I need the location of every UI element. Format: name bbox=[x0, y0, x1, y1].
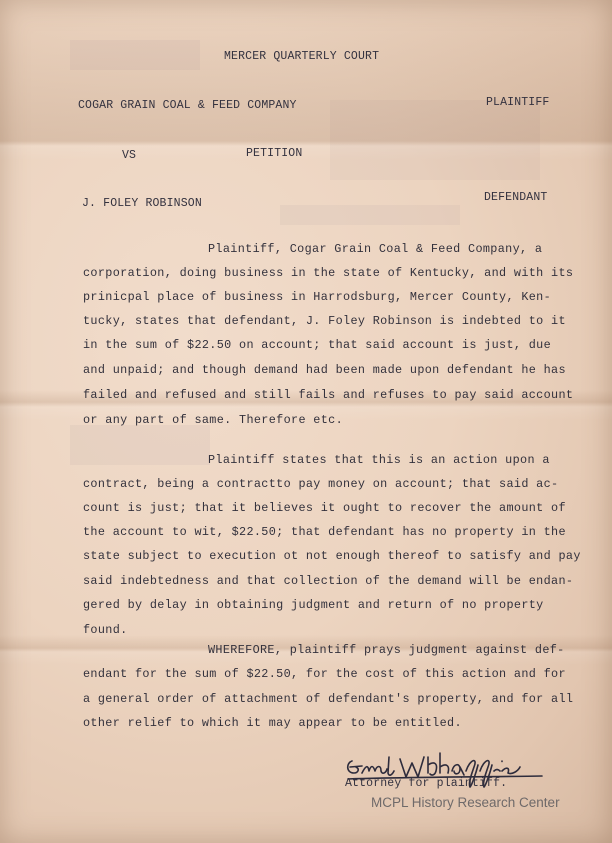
paragraph-2-line: state subject to execution ot not enough thereof to satisfy and pay bbox=[83, 549, 581, 563]
paragraph-1-line: Plaintiff, Cogar Grain Coal & Feed Company, a bbox=[208, 242, 543, 256]
paragraph-1-line: or any part of same. Therefore etc. bbox=[83, 413, 344, 427]
paragraph-3-line: endant for the sum of $22.50, for the cost of this action and for bbox=[83, 667, 566, 681]
paragraph-2-line: contract, being a contractto pay money on account; that said ac- bbox=[83, 477, 559, 491]
paragraph-2-line: found. bbox=[83, 623, 128, 637]
paragraph-2-line: gered by delay in obtaining judgment and return of no property bbox=[83, 598, 544, 612]
bleed-through-block bbox=[70, 425, 210, 465]
bleed-through-block bbox=[330, 100, 540, 180]
plaintiff-role: PLAINTIFF bbox=[486, 96, 550, 109]
bleed-through-block bbox=[280, 205, 460, 225]
defendant-role: DEFENDANT bbox=[484, 191, 548, 204]
plaintiff-name: COGAR GRAIN COAL & FEED COMPANY bbox=[78, 99, 297, 112]
paragraph-2-line: count is just; that it believes it ought to recover the amount of bbox=[83, 501, 566, 515]
paragraph-3-line: WHEREFORE, plaintiff prays judgment against def- bbox=[208, 643, 565, 657]
paragraph-1-line: prinicpal place of business in Harrodsburg, Mercer County, Ken- bbox=[83, 290, 552, 304]
paragraph-3-line: a general order of attachment of defendant's property, and for all bbox=[83, 692, 574, 706]
archive-watermark: MCPL History Research Center bbox=[371, 795, 560, 810]
paragraph-2-line: the account to wit, $22.50; that defendant has no property in the bbox=[83, 525, 566, 539]
versus: VS bbox=[122, 149, 137, 162]
paragraph-2-line: said indebtedness and that collection of the demand will be endan- bbox=[83, 574, 574, 588]
paragraph-3-line: other relief to which it may appear to be entitled. bbox=[83, 716, 462, 730]
paragraph-1-line: in the sum of $22.50 on account; that said account is just, due bbox=[83, 338, 552, 352]
paragraph-1-line: tucky, states that defendant, J. Foley Robinson is indebted to it bbox=[83, 314, 566, 328]
document-type: PETITION bbox=[246, 147, 303, 160]
attorney-label: Attorney for plaintiff. bbox=[345, 777, 508, 790]
paragraph-1-line: and unpaid; and though demand had been made upon defendant he has bbox=[83, 363, 566, 377]
paragraph-1-line: failed and refused and still fails and refuses to pay said account bbox=[83, 388, 574, 402]
bleed-through-block bbox=[70, 40, 200, 70]
court-title: MERCER QUARTERLY COURT bbox=[224, 50, 380, 63]
defendant-name: J. FOLEY ROBINSON bbox=[82, 197, 202, 210]
paragraph-1-line: corporation, doing business in the state of Kentucky, and with its bbox=[83, 266, 574, 280]
paragraph-2-line: Plaintiff states that this is an action upon a bbox=[208, 453, 550, 467]
